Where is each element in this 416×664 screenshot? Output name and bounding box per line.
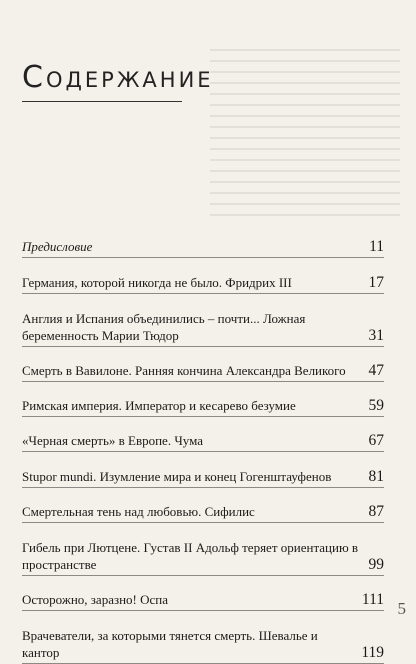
toc-entry [22, 238, 384, 258]
toc-entry [22, 503, 384, 523]
page-title: Содержание [22, 60, 214, 95]
toc-entry-title: Stupor mundi. Изумление мира и конец Гогенштауфенов [22, 469, 332, 484]
toc-entry-page: 81 [368, 468, 384, 485]
toc-entry-title: Римская империя. Император и кесарево безумие [22, 398, 296, 413]
toc-entry-page: 11 [369, 238, 384, 255]
toc-entry [22, 627, 384, 664]
toc-entry [22, 310, 384, 347]
toc-entry-page: 47 [368, 362, 384, 379]
toc-entry-title: «Черная смерть» в Европе. Чума [22, 433, 204, 448]
toc-entry-title: Осторожно, заразно! Оспа [22, 592, 169, 607]
toc-entry-page: 111 [361, 591, 384, 608]
toc-entry-page: 87 [368, 503, 384, 520]
page-number: 5 [397, 599, 406, 618]
toc-entry-page: 17 [368, 274, 384, 291]
toc-entry [22, 539, 384, 576]
toc-entry-page: 67 [368, 432, 384, 449]
toc-entry [22, 362, 384, 382]
toc-entry-title: Врачеватели, за которыми тянется смерть. Шевалье и кантор [22, 628, 318, 660]
toc-entry [22, 397, 384, 417]
table-of-contents [22, 238, 384, 664]
toc-entry-page: 31 [368, 327, 384, 344]
toc-entry-page: 99 [368, 556, 384, 573]
bleed-through-text [210, 40, 400, 220]
toc-entry [22, 468, 384, 488]
toc-entry [22, 432, 384, 452]
toc-entry-title: Англия и Испания объединились – почти... Ложная беременность Марии Тюдор [22, 311, 306, 343]
toc-entry-title: Смерть в Вавилоне. Ранняя кончина Александра Великого [22, 363, 346, 378]
toc-entry [22, 274, 384, 294]
toc-entry-title: Гибель при Лютцене. Густав II Адольф теряет ориентацию в пространстве [22, 540, 359, 572]
toc-entry [22, 591, 384, 611]
toc-entry-page: 119 [361, 644, 384, 661]
toc-entry-title: Предисловие [22, 239, 93, 254]
toc-entry-title: Германия, которой никогда не было. Фридрих III [22, 275, 292, 290]
toc-entry-title: Смертельная тень над любовью. Сифилис [22, 504, 255, 519]
toc-entry-page: 59 [368, 397, 384, 414]
title-rule [22, 101, 182, 102]
